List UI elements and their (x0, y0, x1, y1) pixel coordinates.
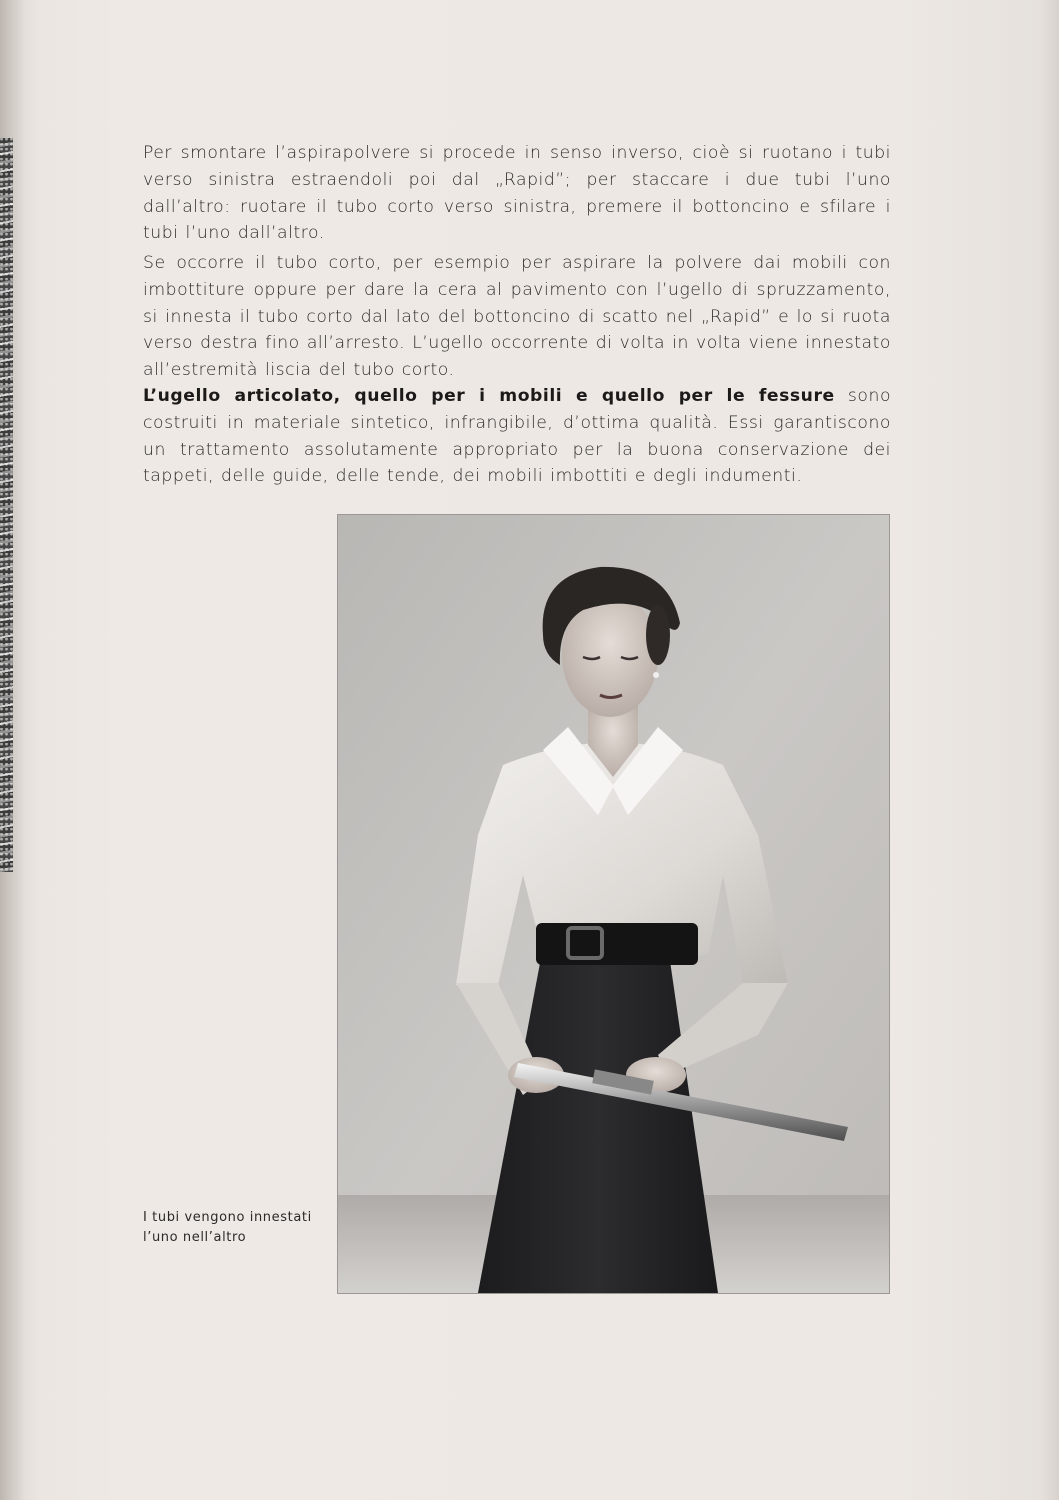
caption-line-2: l’uno nell’altro (143, 1229, 247, 1245)
paragraph-nozzles-lead: L’ugello articolato, quello per i mobili e quello per le fessure (143, 386, 835, 406)
paragraph-disassembly: Per smontare l’aspirapolvere si procede in senso inverso, cioè si ruotano i tubi verso sinistra estraendoli poi dal „Rapid”; per staccare i due tubi l’uno dall’altro: ruotare il tubo corto verso sinistra, premere il bottoncino e sfilare i tubi l’uno dall’altro. (143, 143, 891, 244)
photo-woman-joining-tubes-icon (338, 515, 889, 1293)
paragraph-short-tube: Se occorre il tubo corto, per esempio per aspirare la polvere dai mobili con imbottiture oppure per dare la cera al pavimento con l’ugello di spruzzamento, si innesta il tubo corto dal lato del bottoncino di scatto nel „Rapid” e lo si ruota verso destra fino all’arresto. L’ugello occorrente di volta in volta viene innestato all’estremità liscia del tubo corto. (143, 253, 891, 381)
adjacent-page-edge (0, 138, 13, 872)
photo-woman-joining-tubes (337, 514, 890, 1294)
photo-caption (143, 1208, 333, 1247)
paragraph-nozzles (143, 383, 891, 490)
paragraph-nozzles-rest: sono costruiti in materiale sintetico, infrangibile, d’ottima qualità. Essi garantiscono un trattamento assolutamente appropriato per la buona conservazione dei tappeti, delle guide, delle tende, dei mobili imbottiti e degli indumenti. (143, 386, 892, 487)
caption-line-1: I tubi vengono innestati (143, 1210, 312, 1225)
